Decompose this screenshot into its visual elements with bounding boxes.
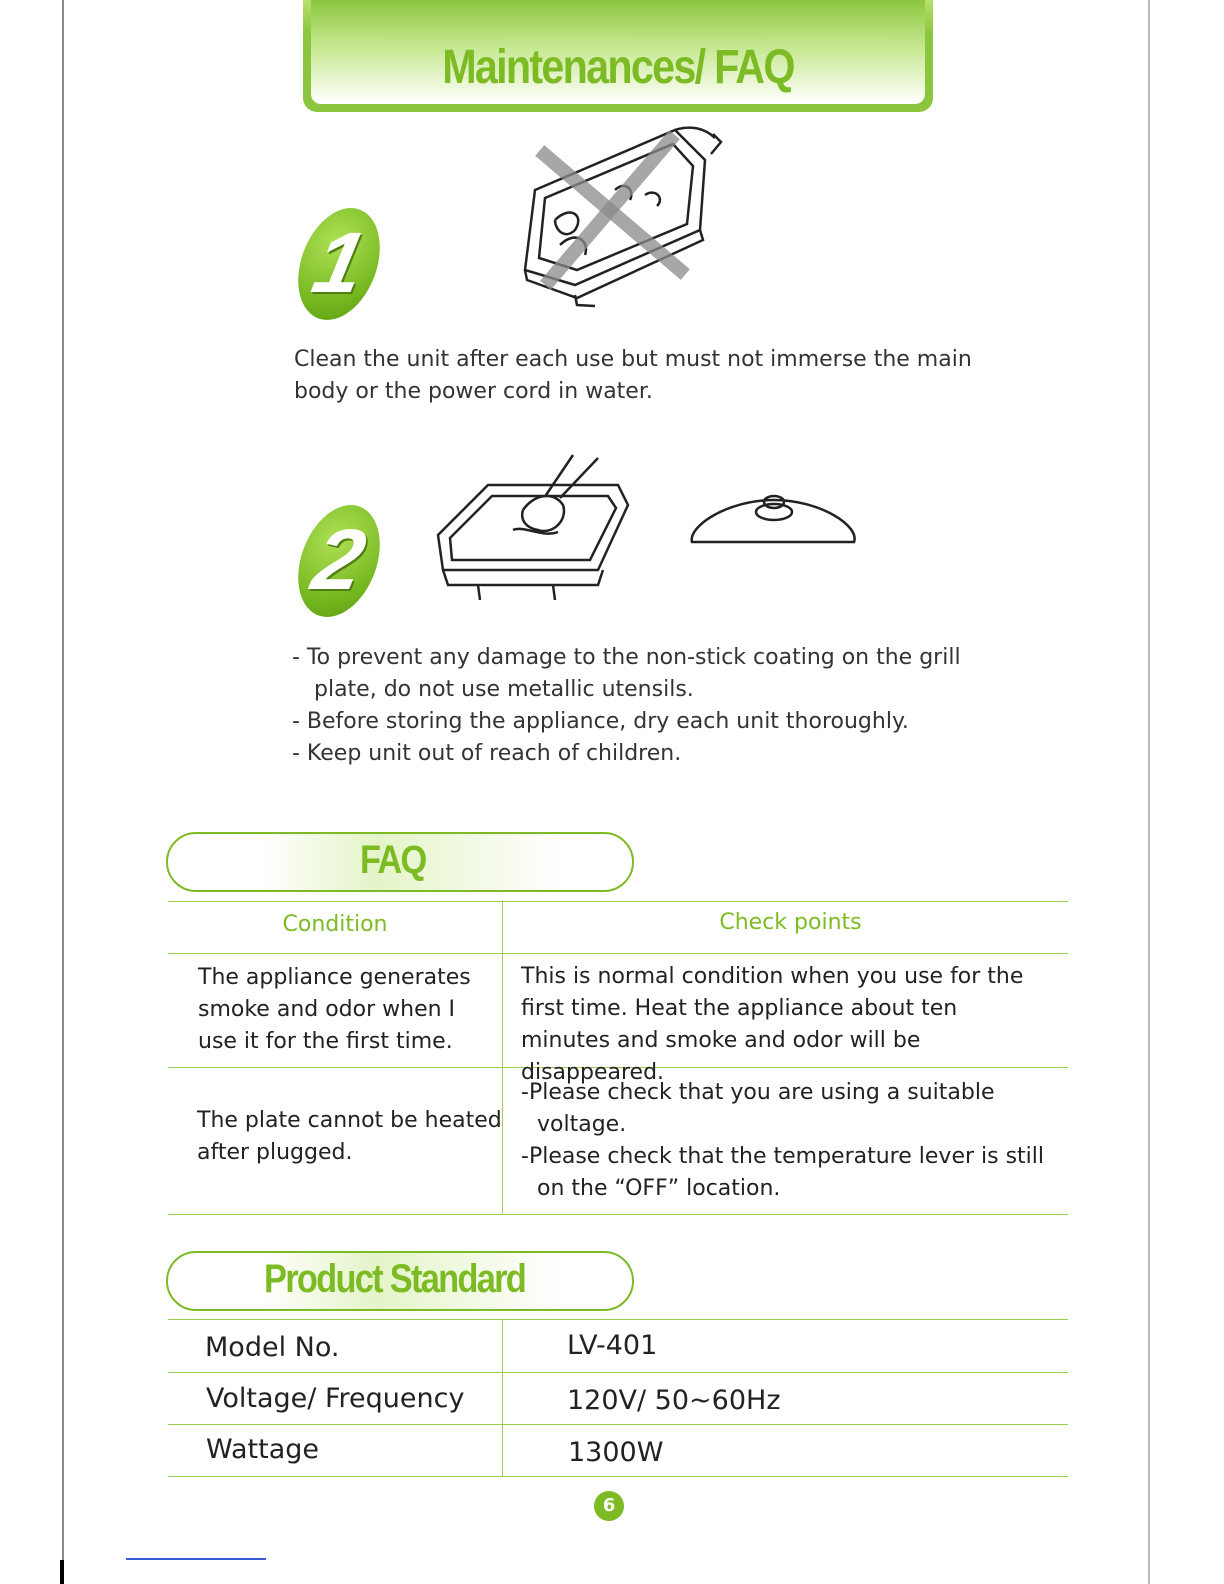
- list-item: - Before storing the appliance, dry each unit thoroughly.: [292, 709, 909, 734]
- grill-immersion-prohibited-icon: [515, 120, 735, 310]
- page-corner-mark: [60, 1560, 64, 1584]
- faq-column-divider: [502, 901, 503, 1215]
- step-number-2: 2: [305, 512, 374, 608]
- faq-row-2-check: [521, 1077, 1051, 1205]
- list-item: -Please check that the temperature lever is still on the “OFF” location.: [521, 1144, 1045, 1201]
- faq-header-check-points: Check points: [719, 910, 862, 935]
- bottom-link-underline: [126, 1558, 266, 1560]
- ps-row-rule: [168, 1424, 1068, 1425]
- list-item: - To prevent any damage to the non-stick coating on the grill plate, do not use metallic utensils.: [292, 645, 961, 702]
- step-2-bullet-list: [292, 642, 992, 770]
- ps-model-label: Model No.: [205, 1332, 340, 1363]
- title-banner-inner: [311, 0, 925, 104]
- ps-wattage-label: Wattage: [206, 1434, 319, 1465]
- page-title: Maintenances/ FAQ: [442, 41, 794, 94]
- page-edge-left: [62, 0, 64, 1584]
- faq-row-1-condition: The appliance generates smoke and odor when I use it for the first time.: [198, 965, 471, 1054]
- step-badge-1: [288, 208, 390, 320]
- ps-table-bottom-rule: [168, 1476, 1068, 1477]
- ps-voltage-value: 120V/ 50~60Hz: [567, 1385, 781, 1416]
- product-standard-title: Product Standard: [264, 1257, 526, 1301]
- list-item: - Keep unit out of reach of children.: [292, 741, 682, 766]
- ps-voltage-label: Voltage/ Frequency: [206, 1383, 465, 1414]
- faq-header-rule: [168, 953, 1068, 954]
- title-banner: [303, 0, 933, 112]
- ps-row-rule: [168, 1372, 1068, 1373]
- ps-column-divider: [502, 1319, 503, 1477]
- grill-wiping-icon: [428, 450, 638, 610]
- step-number-1: 1: [305, 215, 374, 311]
- faq-title: FAQ: [360, 838, 426, 882]
- faq-section-header: [166, 832, 634, 892]
- product-standard-section-header: [166, 1251, 634, 1311]
- ps-model-value: LV-401: [567, 1330, 658, 1361]
- faq-header-condition: Condition: [282, 912, 388, 937]
- step-badge-2: [288, 505, 390, 617]
- faq-row-2-condition: The plate cannot be heated after plugged.: [197, 1108, 502, 1165]
- ps-table-top-rule: [168, 1319, 1068, 1320]
- page-edge-right: [1148, 0, 1150, 1584]
- grill-lid-icon: [688, 486, 860, 548]
- ps-wattage-value: 1300W: [568, 1437, 664, 1468]
- step-1-text: Clean the unit after each use but must not immerse the main body or the power cord in water.: [294, 347, 972, 404]
- faq-table-top-rule: [168, 901, 1068, 902]
- faq-row-1-check: This is normal condition when you use for the first time. Heat the appliance about ten minutes and smoke and odor will be disappeared.: [521, 964, 1024, 1085]
- page-number: 6: [594, 1491, 624, 1521]
- list-item: -Please check that you are using a suitable voltage.: [521, 1080, 995, 1137]
- faq-table-bottom-rule: [168, 1214, 1068, 1215]
